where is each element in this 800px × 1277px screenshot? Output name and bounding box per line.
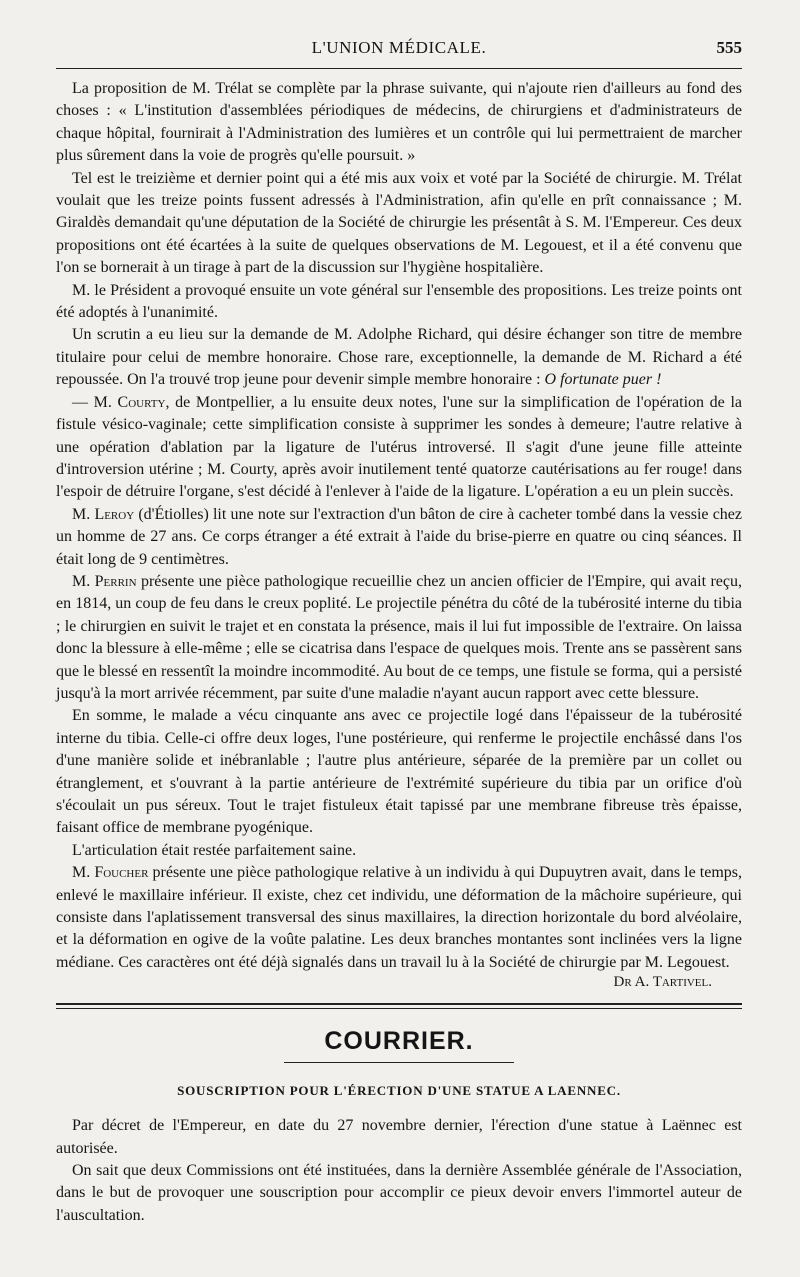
author-name-perrin: Perrin <box>94 572 137 590</box>
author-name-foucher: Foucher <box>94 864 149 882</box>
dash-prefix: — M. <box>72 393 118 411</box>
laennec-subheading: SOUSCRIPTION POUR L'ÉRECTION D'UNE STATUE A LAENNEC. <box>177 1083 621 1099</box>
paragraph-articulation: L'articulation était restée parfaitement saine. <box>72 841 357 859</box>
paragraph-general-vote: M. le Président a provoqué ensuite un vote général sur l'ensemble des propositions. Les treize points ont été adoptés à l'unanimité. <box>56 281 742 322</box>
paragraph-courty <box>56 392 742 504</box>
perrin-prefix: M. <box>72 572 95 590</box>
journal-title: L'UNION MÉDICALE. <box>311 38 487 57</box>
paragraph-thirteenth-point: Tel est le treizième et dernier point qui a été mis aux voix et voté par la Société de chirurgie. M. Trélat voulait que les treize points fussent adressés à l'Administration, afin qu'elle en prît connaissance ; M. Giraldès demandait qu'une députation de la Société de chirurgie les présentât à S. M. l'Empereur. Ces deux propositions ont été écartées à la suite de quelques observations de M. Legouest, et il a été convenu que l'on se bornerait à un tirage à part de la discussion sur l'hygiène hospitalière. <box>56 169 742 277</box>
paragraph-richard-scrutin <box>56 324 742 391</box>
article-body <box>56 78 742 974</box>
leroy-text: (d'Étiolles) lit une note sur l'extraction d'un bâton de cire à cacheter tombé dans la vessie chez un homme de 27 ans. Ce corps étranger a été extrait à l'aide du brise-pierre en quatre ou cinq séances. Il était long de 9 centimètres. <box>56 505 743 568</box>
paragraph-perrin <box>56 571 742 705</box>
perrin-text: présente une pièce pathologique recueillie chez un ancien officier de l'Empire, qui avait reçu, en 1814, un coup de feu dans le creux poplité. Le projectile pénétra du côté de la tubérosité interne du tibia ; le chirurgien en suivit le trajet et en constata la présence, mais il lui fut impossible de l'extraire. On laissa donc la blessure à elle-même ; elle se cicatrisa dans l'espace de quelques mois. Trente ans se passèrent sans que le blessé en ressentît la moindre incommodité. Au bout de ce temps, une fistule se forma, qui a persisté jusqu'à la mort arrivée récemment, par suite d'une maladie n'ayant aucun rapport avec cette blessure. <box>56 572 742 702</box>
paragraph-decree: Par décret de l'Empereur, en date du 27 novembre dernier, l'érection d'une statue à Laënnec est autorisée. <box>56 1117 742 1157</box>
author-signature: Dr A. Tartivel. <box>613 974 712 991</box>
foucher-prefix: M. <box>72 864 95 882</box>
running-header <box>56 0 742 62</box>
richard-text: Un scrutin a eu lieu sur la demande de M. Adolphe Richard, qui désire échanger son titre de membre titulaire pour celui de membre honoraire. Chose rare, exceptionnelle, la demande de M. Richard a été repoussée. On l'a trouvé trop jeune pour devenir simple membre honoraire : <box>56 326 742 389</box>
paragraph-foucher <box>56 862 742 974</box>
leroy-prefix: M. <box>72 505 95 523</box>
courrier-body <box>56 1115 742 1227</box>
section-separator <box>56 1003 742 1009</box>
latin-quote: O fortunate puer ! <box>544 371 662 389</box>
heading-underline <box>284 1062 514 1063</box>
courty-text: , de Montpellier, a lu ensuite deux notes, l'une sur la simplification de l'opération de la fistule vésico-vaginale; cette simplification consiste à supprimer les sondes à demeure; l'autre relative à une opération d'ablation par la ligature de l'utérus introversé. Il s'agit d'une jeune fille atteinte d'introversion utérine ; M. Courty, après avoir inutilement tenté quatorze cautérisations au fer rouge! dans l'espoir de détruire l'organe, s'est décidé à l'enlever à l'aide de la ligature. L'opération a eu un plein succès. <box>56 393 742 501</box>
courrier-heading: COURRIER. <box>324 1027 474 1056</box>
foucher-text: présente une pièce pathologique relative à un individu à qui Dupuytren avait, dans le temps, enlevé le maxillaire inférieur. Il existe, chez cet individu, une déformation de la mâchoire supérieure, qui consiste dans l'aplatissement transversal des sinus maxillaires, la direction horizontale du bord alvéolaire, et la déformation en ogive de la voûte palatine. Les deux branches montantes sont inclinées vers la ligne médiane. Ces caractères ont été déjà signalés dans un travail lu à la Société de chirurgie par M. Legouest. <box>56 864 742 971</box>
header-rule <box>56 68 742 69</box>
paragraph-commissions: On sait que deux Commissions ont été instituées, dans la dernière Assemblée générale de l'Association, dans le but de provoquer une souscription pour accomplir ce pieux devoir envers l'immortel auteur de l'auscultation. <box>56 1162 742 1224</box>
paragraph-perrin-summary: En somme, le malade a vécu cinquante ans avec ce projectile logé dans l'épaisseur de la tubérosité interne du tibia. Celle-ci offre deux loges, l'une postérieure, qui renferme le projectile enchâssé dans l'os d'une manière solide et inébranlable ; l'autre plus antérieure, séparée de la première par un collet ou étranglement, et s'ouvrant à la partie antérieure de l'extrémité supérieure du tibia par un orifice d'où s'écoulait un pus séreux. Tout le trajet fistuleux était tapissé par une membrane fibreuse très épaisse, faisant office de membrane pyogénique. <box>56 707 742 837</box>
author-name-courty: Courty <box>117 393 166 411</box>
author-name-leroy: Leroy <box>94 505 135 523</box>
paragraph-leroy <box>56 504 742 571</box>
page-number: 555 <box>716 38 742 57</box>
paragraph-trelat-proposition: La proposition de M. Trélat se complète par la phrase suivante, qui n'ajoute rien d'ailleurs au fond des choses : « L'institution d'assemblées périodiques de médecins, de chirurgiens et d'administrateurs de chaque hôpital, fournirait à l'Administration des lumières et un contrôle qui lui permettraient de marcher plus sûrement dans la voie de progrès qu'elle poursuit. » <box>56 80 742 165</box>
